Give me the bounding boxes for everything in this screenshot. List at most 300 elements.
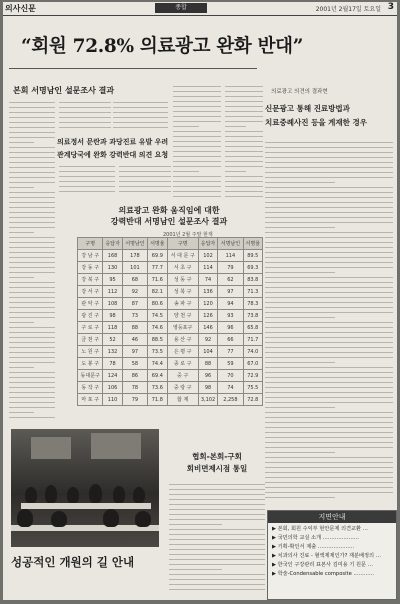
text-line	[265, 217, 393, 218]
text-line	[265, 372, 393, 373]
text-line	[225, 176, 263, 177]
text-line	[265, 332, 393, 333]
kicker-line: 의료정서 문란과 과당진료 유발 우려	[57, 138, 169, 146]
text-line	[59, 112, 111, 113]
text-line	[169, 514, 265, 515]
text-line	[169, 499, 265, 500]
text-line	[265, 352, 393, 353]
table-cell: 110	[103, 394, 122, 406]
text-line	[113, 127, 168, 128]
text-line	[9, 177, 55, 178]
table-header-cell: 구명	[78, 238, 103, 250]
photo-table	[21, 503, 151, 509]
text-line	[9, 337, 55, 338]
text-line	[265, 207, 393, 208]
table-cell: 72.9	[243, 370, 262, 382]
text-line	[225, 181, 263, 182]
text-line	[173, 176, 221, 177]
table-cell: 74.5	[148, 310, 167, 322]
text-line	[173, 91, 221, 92]
text-line	[265, 177, 393, 178]
table-cell: 78	[103, 358, 122, 370]
table-cell: 관 악 구	[78, 298, 103, 310]
text-line	[9, 242, 55, 243]
table-row	[78, 358, 263, 370]
headline-rule	[9, 68, 257, 69]
text-line	[9, 102, 55, 103]
table-note: 2001년 2월 주말 현재	[163, 232, 213, 238]
text-line	[265, 167, 393, 168]
text-column-2-lower	[59, 166, 115, 200]
text-line	[225, 161, 263, 162]
text-line	[9, 387, 55, 388]
text-line	[225, 141, 263, 142]
text-line	[9, 112, 55, 113]
text-line	[9, 122, 55, 123]
table-cell: 용 산 구	[167, 334, 198, 346]
table-row	[78, 382, 263, 394]
table-cell: 126	[198, 310, 217, 322]
text-line	[9, 282, 55, 283]
text-line	[169, 504, 265, 505]
contents-box-header: 지면안내	[268, 511, 396, 523]
text-line	[169, 489, 265, 490]
text-line	[169, 534, 265, 535]
text-line	[9, 167, 55, 168]
table-cell: 112	[103, 286, 122, 298]
text-line	[265, 162, 393, 163]
text-line	[265, 292, 393, 293]
text-line	[225, 186, 263, 187]
text-line	[9, 127, 55, 128]
table-cell: 69.4	[148, 370, 167, 382]
table-cell: 74	[218, 382, 243, 394]
text-line	[265, 312, 393, 313]
text-line	[9, 202, 55, 203]
kicker-line: 관계당국에 완화 강력반대 의견 요청	[57, 151, 169, 159]
text-line	[169, 549, 265, 550]
text-line	[225, 171, 246, 172]
text-line	[9, 117, 55, 118]
text-line	[169, 484, 265, 485]
main-headline: “회원 72.8% 의료광고 완화 반대”	[21, 36, 304, 57]
text-line	[169, 539, 265, 540]
text-line	[59, 181, 115, 182]
table-cell: 98	[198, 382, 217, 394]
table-cell: 74.0	[243, 346, 262, 358]
text-line	[59, 171, 115, 172]
table-cell: 은 평 구	[167, 346, 198, 358]
text-line	[9, 257, 55, 258]
table-cell: 46	[122, 334, 147, 346]
text-line	[119, 171, 171, 172]
table-row	[78, 394, 263, 406]
table-cell: 73	[122, 310, 147, 322]
text-line	[265, 472, 393, 473]
text-line	[265, 257, 393, 258]
text-line	[265, 342, 393, 343]
text-line	[225, 121, 263, 122]
text-line	[173, 116, 221, 117]
text-line	[169, 579, 265, 580]
text-line	[265, 237, 393, 238]
table-cell: 74.4	[148, 358, 167, 370]
right-kicker	[265, 102, 393, 130]
contents-item: ▶ 치과의사 진료 - 혈액제제인가? 재분배정의 …	[272, 553, 381, 559]
text-line	[169, 494, 265, 495]
photo-person	[133, 487, 145, 503]
table-header-cell: 서명율	[148, 238, 167, 250]
text-line	[9, 272, 55, 273]
table-cell: 광 진 구	[78, 310, 103, 322]
text-line	[265, 187, 393, 188]
table-cell: 106	[103, 382, 122, 394]
text-line	[119, 176, 171, 177]
table-cell: 강 동 구	[78, 262, 103, 274]
text-line	[225, 156, 263, 157]
table-cell: 성 동 구	[167, 274, 198, 286]
table-title-line: 의료광고 완화 움직임에 대한	[118, 206, 220, 215]
text-line	[169, 509, 265, 510]
text-line	[265, 302, 393, 303]
text-line	[9, 142, 34, 143]
table-cell: 92	[198, 334, 217, 346]
table-header-cell: 서명남인	[122, 238, 147, 250]
text-line	[225, 116, 263, 117]
text-line	[225, 166, 263, 167]
table-title	[79, 205, 259, 227]
text-line	[265, 447, 393, 448]
text-line	[9, 362, 55, 363]
text-column-5	[225, 86, 263, 204]
table-cell: 130	[103, 262, 122, 274]
issue-date: 2001년 2월17일 토요일	[315, 6, 381, 13]
text-line	[225, 86, 263, 87]
table-cell: 52	[103, 334, 122, 346]
table-cell: 73.6	[148, 382, 167, 394]
text-column-3-lower	[119, 166, 171, 200]
text-line	[265, 437, 393, 438]
text-line	[265, 487, 393, 488]
text-line	[173, 121, 221, 122]
text-line	[9, 252, 55, 253]
text-line	[9, 237, 55, 238]
text-line	[265, 422, 393, 423]
table-row	[78, 334, 263, 346]
text-line	[265, 317, 335, 318]
text-line	[265, 357, 393, 358]
text-line	[9, 147, 55, 148]
table-header-row	[78, 238, 263, 250]
table-title-line: 강력반대 서명남인 설문조사 결과	[110, 217, 228, 226]
photo-window	[31, 437, 71, 459]
text-line	[9, 372, 55, 373]
table-cell: 79	[218, 262, 243, 274]
text-line	[265, 227, 335, 228]
table-cell: 88.5	[148, 334, 167, 346]
table-cell: 72.8	[243, 394, 262, 406]
text-line	[265, 442, 393, 443]
text-line	[9, 207, 55, 208]
text-line	[265, 307, 393, 308]
table-cell: 서 초 구	[167, 262, 198, 274]
photo-person	[67, 487, 79, 503]
table-cell: 94	[218, 298, 243, 310]
text-line	[9, 377, 55, 378]
text-line	[225, 126, 246, 127]
middle-kicker-line: 회비면제시점 통일	[186, 464, 248, 473]
article-subtitle: 본회 서명남인 설문조사 결과	[13, 86, 115, 95]
text-column-middle	[169, 484, 265, 596]
text-line	[225, 151, 263, 152]
text-line	[59, 107, 111, 108]
text-line	[173, 191, 221, 192]
text-line	[265, 252, 393, 253]
table-cell: 101	[122, 262, 147, 274]
text-line	[9, 322, 34, 323]
table-cell: 146	[198, 322, 217, 334]
text-line	[265, 232, 393, 233]
text-line	[265, 392, 393, 393]
text-line	[173, 126, 199, 127]
text-line	[9, 212, 55, 213]
text-line	[9, 347, 55, 348]
text-line	[225, 101, 263, 102]
photo-person	[113, 486, 125, 503]
text-line	[59, 102, 111, 103]
table-cell: 서 대 문 구	[167, 250, 198, 262]
table-cell: 2,258	[218, 394, 243, 406]
table-cell: 69.9	[148, 250, 167, 262]
text-line	[9, 382, 55, 383]
text-line	[59, 117, 111, 118]
table-row	[78, 370, 263, 382]
table-cell: 마 포 구	[78, 394, 103, 406]
table-cell: 71.7	[243, 334, 262, 346]
table-cell: 97	[122, 346, 147, 358]
photo-person	[89, 484, 102, 503]
table-cell: 73.8	[243, 310, 262, 322]
text-line	[265, 417, 393, 418]
text-line	[9, 247, 55, 248]
text-line	[265, 482, 393, 483]
table-cell: 3,102	[198, 394, 217, 406]
table-cell: 종 로 구	[167, 358, 198, 370]
newspaper-logo: 의사신문	[5, 4, 36, 13]
text-line	[169, 584, 265, 585]
table-cell: 96	[198, 370, 217, 382]
text-line	[59, 127, 111, 128]
text-line	[59, 166, 115, 167]
table-cell: 96	[218, 322, 243, 334]
table-cell: 108	[103, 298, 122, 310]
text-line	[173, 181, 221, 182]
text-line	[59, 186, 115, 187]
text-line	[113, 117, 168, 118]
photo-person	[51, 511, 67, 527]
text-line	[9, 342, 55, 343]
table-cell: 136	[198, 286, 217, 298]
text-line	[113, 102, 168, 103]
text-line	[265, 242, 393, 243]
table-cell: 금 천 구	[78, 334, 103, 346]
text-line	[9, 397, 55, 398]
text-line	[265, 337, 393, 338]
contents-item: ▶ 한국인 구강관리 표본사 김미용 기 원문 …	[272, 562, 373, 568]
table-cell: 78.3	[243, 298, 262, 310]
table-cell: 73.5	[148, 346, 167, 358]
text-line	[265, 172, 393, 173]
text-column-2b-top	[113, 102, 168, 134]
photo-person	[135, 511, 151, 527]
table-row	[78, 286, 263, 298]
text-line	[265, 347, 393, 348]
photo-window	[91, 433, 141, 459]
table-cell: 79	[122, 394, 147, 406]
text-line	[9, 287, 55, 288]
text-line	[265, 497, 335, 498]
table-cell: 영등포구	[167, 322, 198, 334]
table-cell: 132	[103, 346, 122, 358]
table-cell: 성 북 구	[167, 286, 198, 298]
table-cell: 80.6	[148, 298, 167, 310]
text-line	[225, 196, 263, 197]
table-cell: 중 구	[167, 370, 198, 382]
table-cell: 도 봉 구	[78, 358, 103, 370]
text-line	[119, 186, 171, 187]
text-line	[265, 402, 393, 403]
table-cell: 강 남 구	[78, 250, 103, 262]
text-column-1	[9, 102, 55, 422]
text-line	[113, 122, 168, 123]
table-cell: 동대문구	[78, 370, 103, 382]
page-header	[3, 2, 397, 16]
text-line	[9, 107, 55, 108]
table-cell: 120	[198, 298, 217, 310]
contents-item: ▶ 학술-Condensable composite …………	[272, 571, 375, 577]
text-line	[225, 146, 263, 147]
text-line	[265, 222, 393, 223]
text-line	[265, 327, 393, 328]
text-line	[265, 412, 393, 413]
text-line	[265, 407, 335, 408]
text-line	[173, 196, 221, 197]
photo-person	[25, 487, 37, 503]
text-line	[225, 96, 263, 97]
text-line	[9, 137, 55, 138]
text-line	[265, 367, 393, 368]
right-kicker-line: 신문광고 통해 진료방법과	[265, 104, 350, 113]
table-cell: 88	[198, 358, 217, 370]
text-line	[169, 569, 222, 570]
text-line	[265, 267, 393, 268]
text-line	[173, 111, 221, 112]
table-cell: 92	[122, 286, 147, 298]
table-cell: 74.6	[148, 322, 167, 334]
table-cell: 송 파 구	[167, 298, 198, 310]
photo-person	[103, 509, 119, 527]
table-cell: 95	[103, 274, 122, 286]
table-cell: 69.3	[243, 262, 262, 274]
table-cell: 102	[198, 250, 217, 262]
text-line	[265, 467, 393, 468]
table-body	[78, 250, 263, 406]
text-line	[169, 564, 265, 565]
text-line	[225, 91, 263, 92]
table-cell: 86	[122, 370, 147, 382]
text-line	[9, 217, 55, 218]
table-cell: 178	[122, 250, 147, 262]
table-header-cell: 응답자	[198, 238, 217, 250]
table-cell: 168	[103, 250, 122, 262]
text-line	[265, 297, 393, 298]
photo-person	[45, 485, 57, 503]
page-number: 3	[387, 2, 394, 12]
text-line	[265, 377, 393, 378]
contents-item: ▶ 기획-확인서 제출 …………………	[272, 544, 355, 550]
table-cell: 노 원 구	[78, 346, 103, 358]
text-line	[9, 162, 55, 163]
table-cell: 58	[122, 358, 147, 370]
section-tab: 종합	[155, 3, 207, 13]
table-cell: 강 북 구	[78, 274, 103, 286]
table-cell: 62	[218, 274, 243, 286]
text-line	[265, 397, 393, 398]
table-cell: 114	[218, 250, 243, 262]
text-line	[119, 181, 171, 182]
contents-item: ▶ 본회, 회원 수익부 현안문제 의견교환 …	[272, 526, 368, 532]
text-line	[169, 524, 222, 525]
text-line	[113, 107, 168, 108]
table-row	[78, 274, 263, 286]
table-cell: 77	[218, 346, 243, 358]
text-line	[173, 106, 221, 107]
text-line	[59, 176, 115, 177]
table-cell: 65.8	[243, 322, 262, 334]
table-cell: 66	[218, 334, 243, 346]
table-header-cell: 서명율	[243, 238, 262, 250]
text-column-right	[265, 142, 393, 502]
text-line	[265, 197, 393, 198]
text-line	[9, 392, 55, 393]
text-line	[9, 417, 55, 418]
text-column-2-top	[59, 102, 111, 134]
text-line	[9, 292, 55, 293]
text-line	[225, 111, 263, 112]
text-line	[9, 182, 55, 183]
table-cell: 97	[218, 286, 243, 298]
text-line	[173, 166, 221, 167]
text-line	[265, 182, 335, 183]
survey-table	[77, 237, 263, 406]
table-cell: 78	[122, 382, 147, 394]
text-line	[9, 222, 55, 223]
text-line	[113, 112, 168, 113]
seminar-photo	[11, 429, 159, 547]
article-kicker	[57, 136, 189, 162]
text-line	[59, 122, 111, 123]
text-line	[9, 262, 55, 263]
text-line	[9, 157, 55, 158]
table-cell: 70	[218, 370, 243, 382]
text-line	[9, 197, 55, 198]
text-line	[169, 554, 265, 555]
table-cell: 68	[122, 274, 147, 286]
text-line	[173, 96, 221, 97]
text-line	[265, 387, 393, 388]
table-row	[78, 310, 263, 322]
text-line	[59, 191, 115, 192]
